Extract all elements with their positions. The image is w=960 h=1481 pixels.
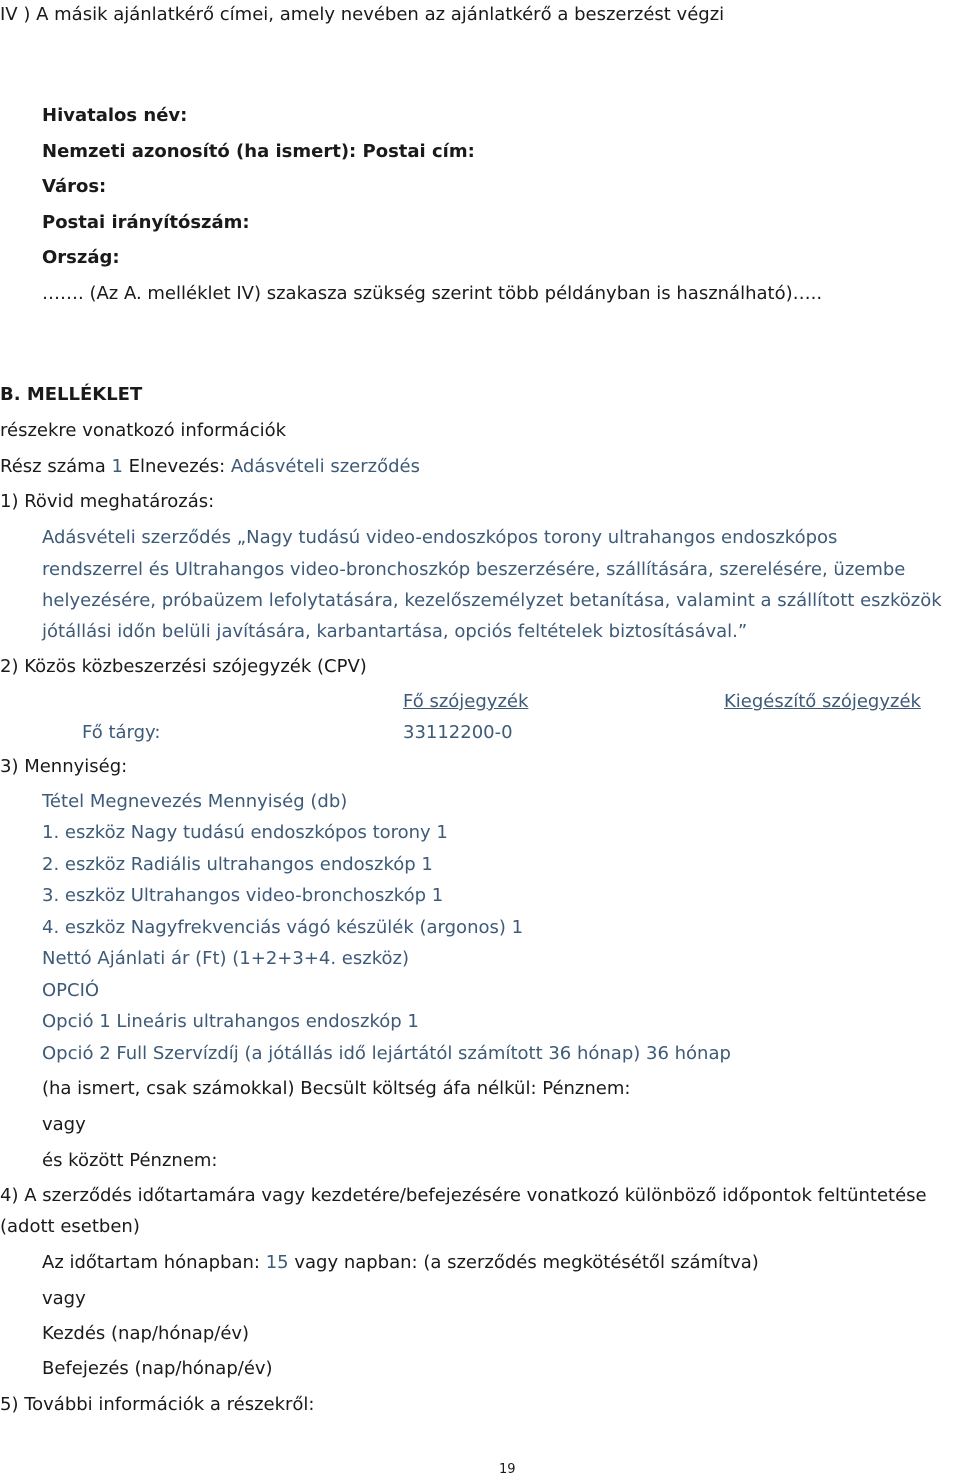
- section-iv-heading: IV ) A másik ajánlatkérő címei, amely nevében az ajánlatkérő a beszerzést végzi: [0, 4, 725, 25]
- end-date-label: Befejezés (nap/hónap/év): [42, 1358, 273, 1379]
- or-text: vagy: [42, 1114, 86, 1135]
- name-label: Elnevezés:: [122, 456, 231, 477]
- cpv-main-header: Fő szójegyzék: [403, 691, 529, 712]
- annex-subtitle: részekre vonatkozó információk: [0, 420, 287, 441]
- usage-note: ……. (Az A. melléklet IV) szakasza szükség szerint több példányban is használható)…..: [42, 283, 823, 304]
- national-id-label: Nemzeti azonosító (ha ismert): Postai cím:: [42, 141, 475, 162]
- postal-code-label: Postai irányítószám:: [42, 212, 250, 233]
- duration-prefix: Az időtartam hónapban:: [42, 1252, 266, 1273]
- quantity-item: 4. eszköz Nagyfrekvenciás vágó készülék (argonos) 1: [42, 917, 524, 938]
- part-number: 1: [111, 456, 123, 477]
- quantity-item: 1. eszköz Nagy tudású endoszkópos torony 1: [42, 822, 448, 843]
- section-5-heading: 5) További információk a részekről:: [0, 1394, 315, 1415]
- between-currency-line: és között Pénznem:: [42, 1150, 218, 1171]
- description-line-3: helyezésére, próbaüzem lefolytatására, kezelőszemélyzet betanítása, valamint a szállított eszközök: [42, 590, 942, 611]
- section-4-heading-cont: (adott esetben): [0, 1216, 140, 1237]
- quantity-table-header: Tétel Megnevezés Mennyiség (db): [42, 791, 348, 812]
- page-number: 19: [499, 1462, 516, 1477]
- or-text: vagy: [42, 1288, 86, 1309]
- net-price-label: Nettó Ajánlati ár (Ft) (1+2+3+4. eszköz): [42, 948, 409, 969]
- duration-line: [42, 1252, 759, 1274]
- option-heading: OPCIÓ: [42, 980, 100, 1001]
- name-value: Adásvételi szerződés: [230, 456, 420, 477]
- estimated-cost-line: (ha ismert, csak számokkal) Becsült költség áfa nélkül: Pénznem:: [42, 1078, 631, 1099]
- official-name-label: Hivatalos név:: [42, 105, 188, 126]
- start-date-label: Kezdés (nap/hónap/év): [42, 1323, 250, 1344]
- part-label: Rész száma: [0, 456, 112, 477]
- main-subject-code: 33112200-0: [403, 722, 513, 743]
- city-label: Város:: [42, 176, 107, 197]
- duration-months: 15: [265, 1252, 289, 1273]
- duration-suffix: vagy napban: (a szerződés megkötésétől számítva): [288, 1252, 759, 1273]
- section-2-heading: 2) Közös közbeszerzési szójegyzék (CPV): [0, 656, 367, 677]
- option-item: Opció 1 Lineáris ultrahangos endoszkóp 1: [42, 1011, 419, 1032]
- main-subject-label: Fő tárgy:: [82, 722, 161, 743]
- country-label: Ország:: [42, 247, 120, 268]
- quantity-item: 3. eszköz Ultrahangos video-bronchoszkóp 1: [42, 885, 444, 906]
- cpv-supplementary-header: Kiegészítő szójegyzék: [724, 691, 921, 712]
- description-line-1: Adásvételi szerződés „Nagy tudású video-endoszkópos torony ultrahangos endoszkópos: [42, 527, 838, 548]
- section-1-heading: 1) Rövid meghatározás:: [0, 491, 215, 512]
- annex-title: B. MELLÉKLET: [0, 384, 143, 405]
- option-item: Opció 2 Full Szervízdíj (a jótállás idő lejártától számított 36 hónap) 36 hónap: [42, 1043, 731, 1064]
- section-3-heading: 3) Mennyiség:: [0, 756, 128, 777]
- part-line: [0, 456, 420, 478]
- description-line-4: jótállási időn belüli javítására, karbantartása, opciós feltételek biztosításával.”: [42, 621, 748, 642]
- quantity-item: 2. eszköz Radiális ultrahangos endoszkóp 1: [42, 854, 433, 875]
- section-4-heading: 4) A szerződés időtartamára vagy kezdetére/befejezésére vonatkozó különböző időpontok feltüntetése: [0, 1185, 927, 1206]
- description-line-2: rendszerrel és Ultrahangos video-bronchoszkóp beszerzésére, szállítására, szerelésére, üzembe: [42, 559, 906, 580]
